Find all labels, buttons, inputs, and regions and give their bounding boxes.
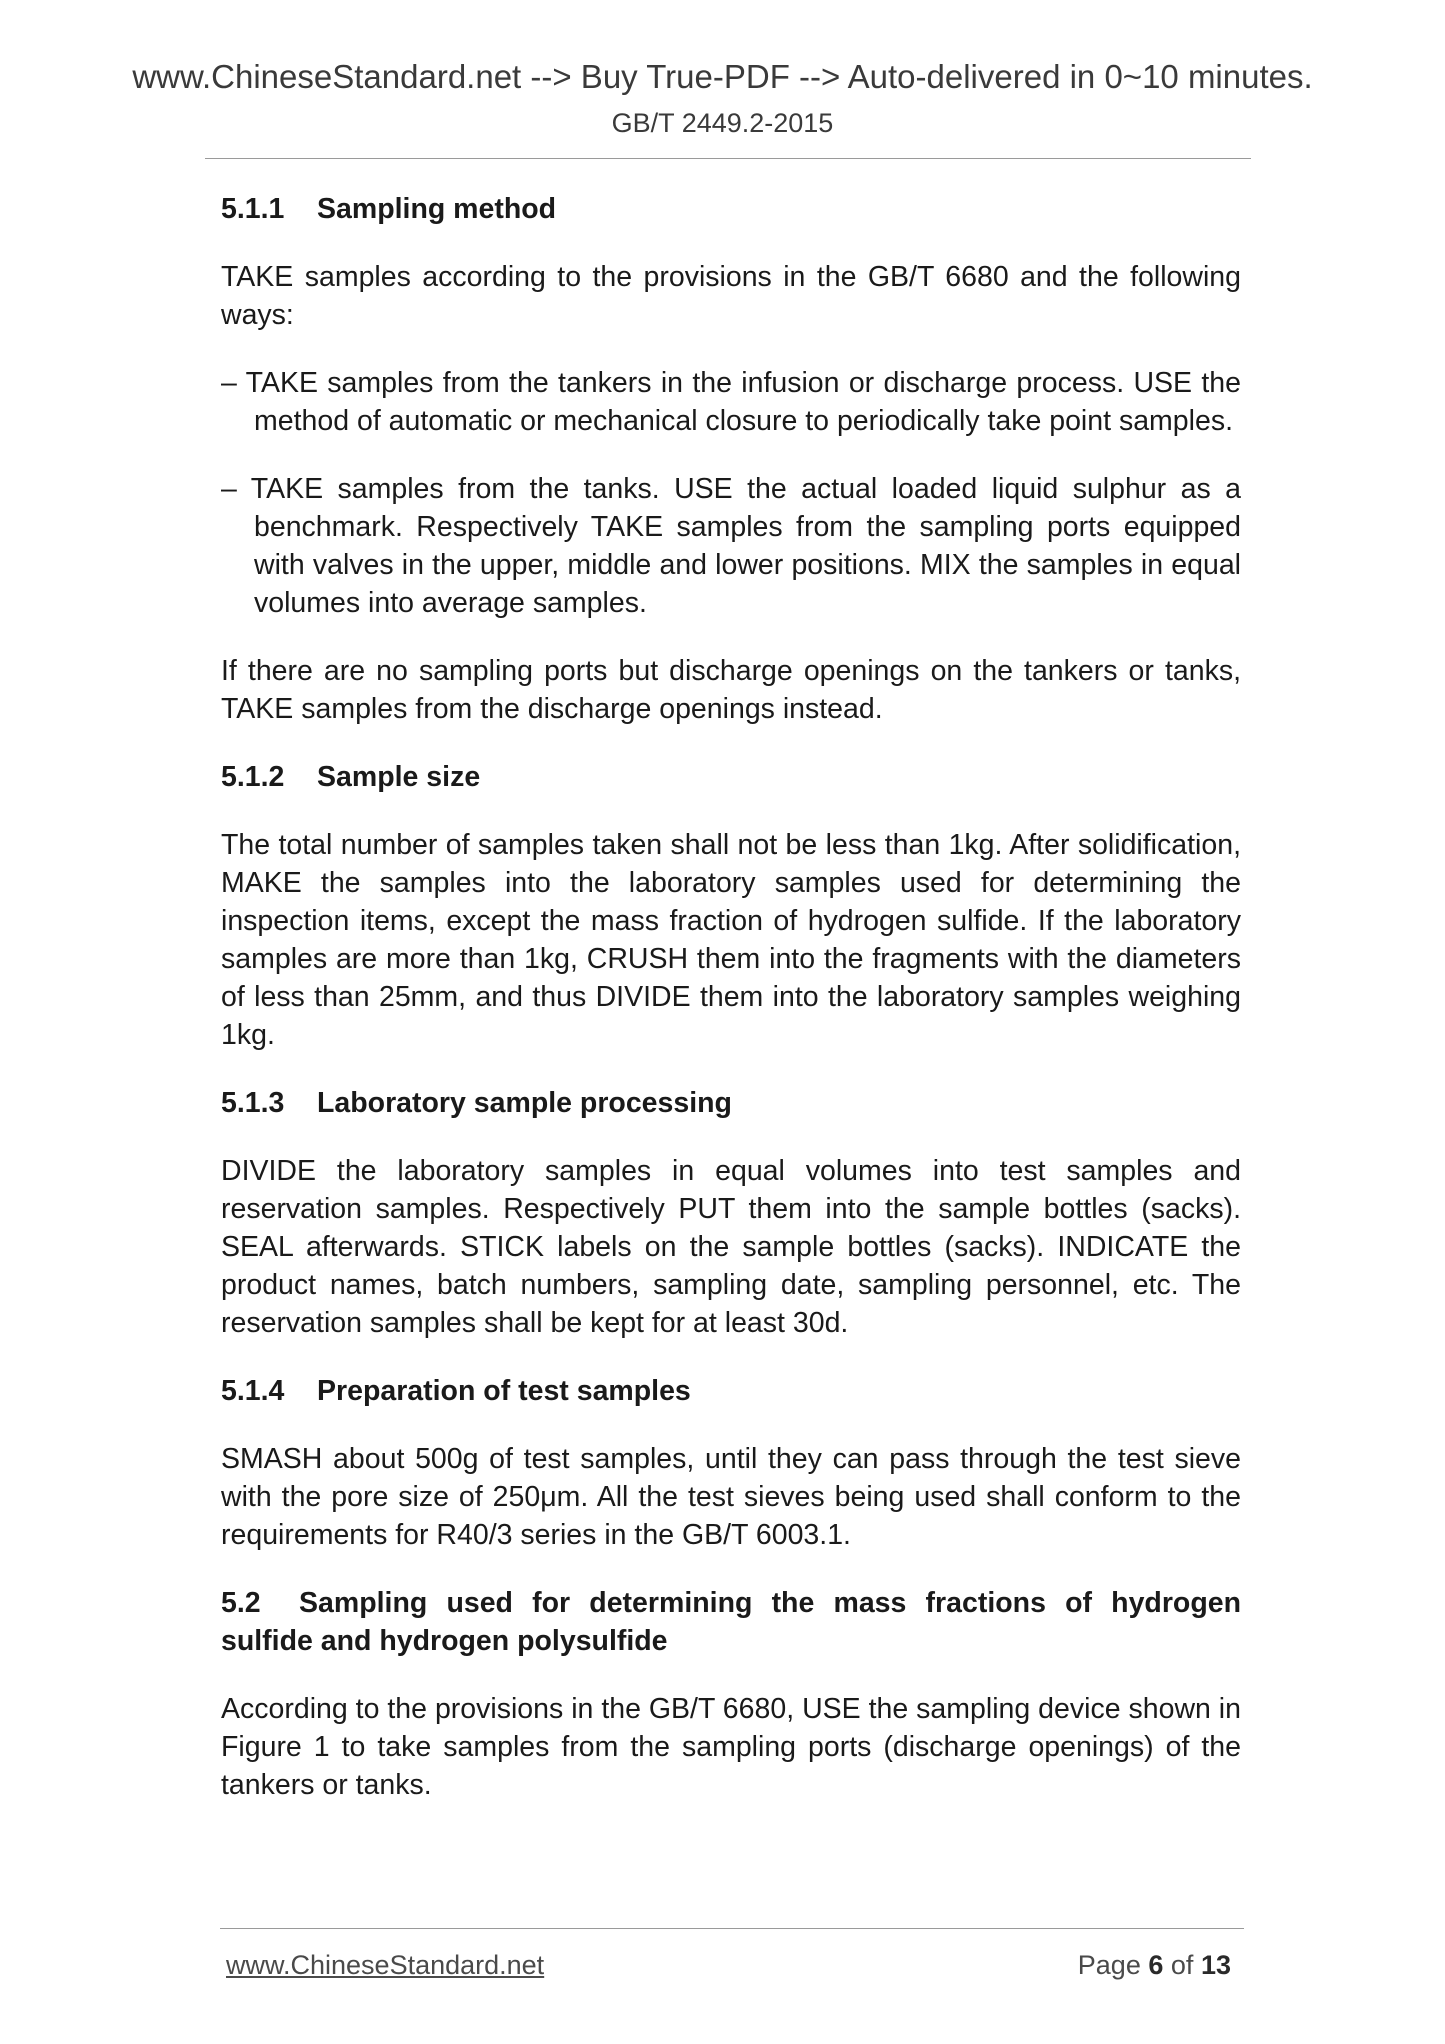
page-indicator <box>1078 1950 1231 1981</box>
paragraph-sample-size: The total number of samples taken shall not be less than 1kg. After solidification, MAKE the samples into the laboratory samples used for determining the inspection items, except the mass fraction of hydrogen sulfide. If the laboratory samples are more than 1kg, CRUSH them into the fragments with the diameters of less than 25mm, and thus DIVIDE them into the laboratory samples weighing 1kg. <box>221 829 1241 1051</box>
page-total: 13 <box>1200 1950 1231 1980</box>
section-title: Sampling used for determining the mass fractions of hydrogen sulfide and hydrogen polysulfide <box>221 1587 1241 1657</box>
section-heading-5-1-4 <box>221 1372 1241 1410</box>
header-divider <box>205 158 1251 159</box>
section-number: 5.1.2 <box>221 761 285 793</box>
section-heading-5-2 <box>221 1584 1241 1660</box>
paragraph-discharge-note: If there are no sampling ports but discharge openings on the tankers or tanks, TAKE samples from the discharge openings instead. <box>221 655 1241 725</box>
paragraph-test-samples: SMASH about 500g of test samples, until they can pass through the test sieve with the pore size of 250μm. All the test sieves being used shall conform to the requirements for R40/3 series in the GB/T 6003.1. <box>221 1443 1241 1551</box>
section-title: Sampling method <box>317 193 557 225</box>
list-item-tankers: – TAKE samples from the tankers in the infusion or discharge process. USE the method of automatic or mechanical closure to periodically take point samples. <box>221 367 1241 437</box>
footer-site-link[interactable]: www.ChineseStandard.net <box>226 1950 545 1980</box>
page-of: of <box>1170 1950 1194 1980</box>
section-number: 5.2 <box>221 1587 261 1619</box>
section-heading-5-1-3 <box>221 1084 1241 1122</box>
section-title: Preparation of test samples <box>317 1375 691 1407</box>
section-number: 5.1.1 <box>221 193 285 225</box>
section-number: 5.1.4 <box>221 1375 285 1407</box>
paragraph-sampling-device: According to the provisions in the GB/T 6680, USE the sampling device shown in Figure 1 to take samples from the sampling ports (discharge openings) of the tankers or tanks. <box>221 1693 1241 1801</box>
standard-code: GB/T 2449.2-2015 <box>611 108 834 138</box>
section-number: 5.1.3 <box>221 1087 285 1119</box>
site-banner: www.ChineseStandard.net --> Buy True-PDF --> Auto-delivered in 0~10 minutes. <box>132 58 1313 95</box>
paragraph-lab-processing: DIVIDE the laboratory samples in equal volumes into test samples and reservation samples. Respectively PUT them into the sample bottles (sacks). SEAL afterwards. STICK labels on the sample bottles (sacks). INDICATE the product names, batch numbers, sampling date, sampling personnel, etc. The reservation samples shall be kept for at least 30d. <box>221 1155 1241 1339</box>
document-body <box>221 190 1241 1834</box>
page-number: 6 <box>1148 1950 1164 1980</box>
page-prefix: Page <box>1077 1950 1141 1980</box>
section-heading-5-1-2 <box>221 758 1241 796</box>
section-title: Laboratory sample processing <box>317 1087 732 1119</box>
list-item-tanks: – TAKE samples from the tanks. USE the actual loaded liquid sulphur as a benchmark. Respectively TAKE samples from the sampling ports equipped with valves in the upper, middle and lower positions. MIX the samples in equal volumes into average samples. <box>221 473 1241 619</box>
footer-divider <box>220 1928 1244 1929</box>
section-heading-5-1-1 <box>221 190 1241 228</box>
paragraph-intro: TAKE samples according to the provisions in the GB/T 6680 and the following ways: <box>221 261 1241 331</box>
section-title: Sample size <box>317 761 481 793</box>
